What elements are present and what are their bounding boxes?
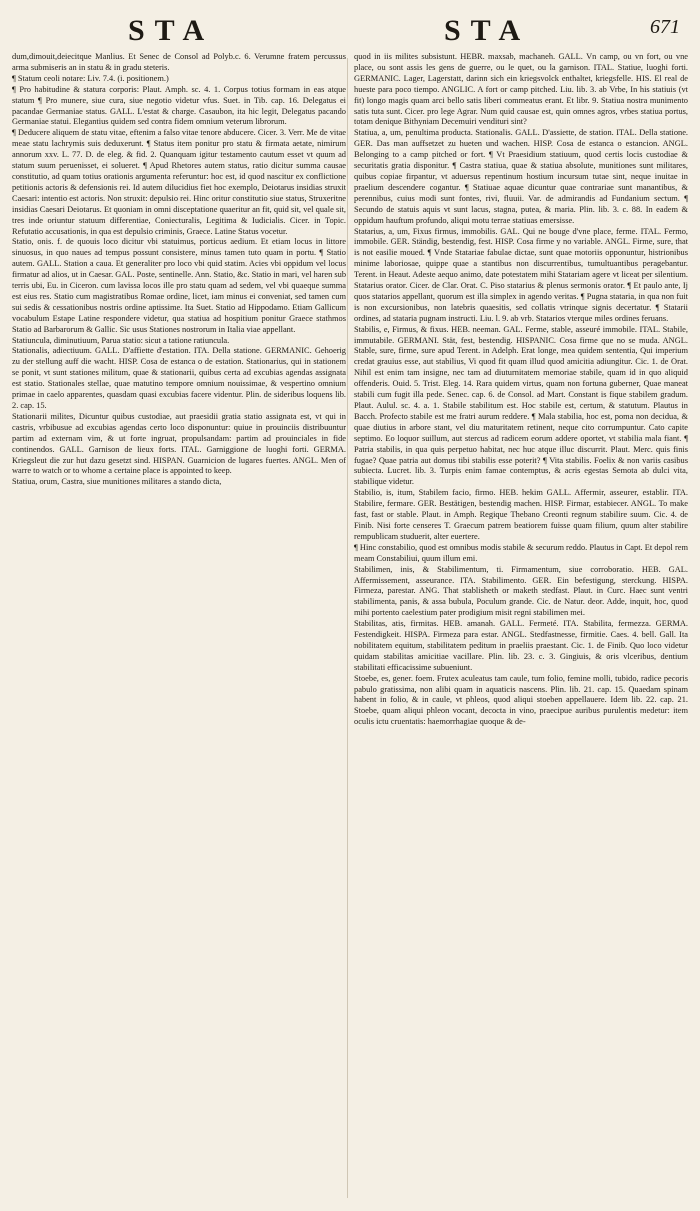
right-column — [354, 52, 688, 728]
entry-paragraph: quod in iis milites subsistunt. HEBR. maxsab, machaneh. GALL. Vn camp, ou vn fort, ou vne place, ou sont assis les gens de guerre, ou le quet, ou la garnison. ITAL. Statiue, luoghi forti. GERMANIC. Lager, Lagerstatt, darinn sich ein kriegsvolck enthaltet, kriegsfelle. HIS. El real de hueste para poco tiempo. ANGLIC. A fort or camp pitched. Liu. lib. 3. ab Vrbe, In his statiuis (vt fit) longo magis quam arci bello satis liberi commeatus erant. Et libr. 9. Statiua nostra munimento satis tuta sunt. Cicer. pro lege Agrar. Num quid causae est, quin omnes agros, vrbes statiua portus, totam denique Bithyniam Decemuiri vendituri sint? — [354, 52, 688, 127]
left-running-head: STA — [128, 14, 215, 47]
right-running-head: STA — [444, 14, 531, 47]
entry-paragraph: Stabilitas, atis, firmitas. HEB. amanah. GALL. Fermeté. ITA. Stabilita, fermezza. GERMA. Festendigkeit. HISPA. Firmeza para estar. ANGL. Stedfastnesse, firmitie. Caes. 4. bell. Gall. Ita nobilitatem equitum, stabilitatem peditum in praeliis praestant. Cic. 1. de Finib. Quo loco videtur quidam stabilitas amicitiae vacillare. Plin. lib. 23. c. 3. Gingiuis, & oris vlceribus, dentium stabilitati efficacissime subueniunt. — [354, 619, 688, 672]
entry-paragraph: Stationarii milites, Dicuntur quibus custodiae, aut praesidii gratia statio assignata est, vt qui in castris, vrbibusue ad excubias agendas certo loco disponuntur: quiue in prouinciis distribuuntur partim ad externam vim, & ut forte ingruat, propulsandam: partim ad prouinciales in fide continendos. GALL. Garnison de lieux forts. ITAL. Garniggione de luoghi forti. GERMA. Kriegsleut die zur hut dazu gesetzt sind. HISPAN. Guarnicion de lugares fuertes. ANGL. Men of warre to watch or to whome a certaine place is appointed to keep. — [12, 411, 346, 476]
entry-paragraph: Statiua, a, um, penultima producta. Stationalis. GALL. D'assiette, de station. ITAL. Della statione. GER. Das man auffsetzet zu hueten und wachen. HISP. Cosa de estanca o estancion. ANGL. Belonging to a camp pitched or fort. ¶ Vt Praesidium statiuum, quod certis locis custodiae & securitatis gratia disponitur. ¶ Castra statiua, quae & statiua absolute, munitiones sunt militares, quibus copiae firpantur, vt aduersus repentinum hostium incursum tutae sint, neque inuitae in praelium descendere cogantur. ¶ Statiuae aquae dicuntur quae contrariae sunt manantibus, & perennibus, cuius modi sunt fontes, rivi, fluuii. Var. de admirandis ad Fundanium sectum. ¶ Secundo de statuis aquis vt sunt lacus, stagna, putea, & maria. Plin. lib. 3. c. 88. In eadem & oppidum hauftum profundo, aliqui motu terrae statiuas emersisse. — [354, 128, 688, 225]
entry-paragraph: ¶ Hinc constabilio, quod est omnibus modis stabile & securum reddo. Plautus in Capt. Et depol rem meam Constabiliui, quum illum emi. — [354, 542, 688, 563]
entry-paragraph: Stoebe, es, gener. foem. Frutex aculeatus tam caule, tum folio, femine molli, tubido, radice pecoris pabulo gratissima, non alibi quam in aquaticis nascens. Plin. lib. 21. cap. 15. Quaedam spinam habent in folio, & in caule, vt phleos, quod aliqui stoeben appellauere. Idem lib. 22. cap. 21. Stoebe, quam aliqui phleon vocant, decocta in vino, praecipue auribus purulentis medetur: item oculis ictu cruentatis: haemorrhagiae quoque & de- — [354, 673, 688, 727]
entry-paragraph: ¶ Statum ceoli notare: Liv. 7.4. (i. positionem.) — [12, 73, 169, 83]
entry-paragraph: ¶ Pro habitudine & statura corporis: Plaut. Amph. sc. 4. 1. Corpus totius formam in eas atque statum ¶ Pro munere, siue cura, siue negotio videtur vfus. Suet. in Tib. cap. 16. Delegatus ei pacandae Germaniae status. GALL. L'estat & charge. Casaubon, ita hic legit, Delegatus pacando Germaniae statui. Elegantius quidem sed contra fidem omnium veterum librorum. — [12, 84, 346, 127]
entry-paragraph: Statiua, orum, Castra, siue munitiones militares a stando dicta, — [12, 477, 222, 487]
entry-paragraph: ¶ Deducere aliquem de statu vitae, eftenim a falso vitae tenore abducere. Cicer. 3. Verr. Me de vitae meae statu lachrymis suis deduxerunt. ¶ Status item ponitur pro statu & firmata aetate, nimirum annorum xxv. L. 77. D. de eleg. & fid. 2. Quanquam igitur testamento cautum esset vt quum ad statum suum peruenisset, ei solueret. ¶ Apud Rhetores autem status, ratio dicitur summa causae constitutio, ad quam totius orationis argumenta referuntur: hoc est, id quod nascitur ex conflictione petitionis actoris & defensionis rei. Id autem dilucidius fiet hoc exemplo, Deiotarus insidias struxit Caesari: intentio est actoris. Non struxit: depulsio rei. Hinc oritur constitutio siue status, Struxeritne insidias Caesari Deiotarus. Et quoniam in omni disceptatione quaeritur an fit, quid sit, vel quale sit, tres inde oriuntur statuum differentiae, Coniecturalis, Legitima & Iudicialis. Cicer. in Topic. Refutatio accusationis, in qua est depulsio criminis, Graece. Latine Status vocetur. — [12, 128, 346, 236]
entry-paragraph: Statio, onis. f. de quouis loco dicitur vbi statuimus, porticus aedium. Et etiam locus in littore sinuosus, in quo naues ad tempus possunt consistere, minus tamen tuto quam in portu. ¶ Statio autem. GALL. Station a caua. Et generaliter pro loco vbi quid statim. Acies vbi oppidum vel locus firmatur ad alios, ut in Caesar. GAL. Poste, sentinelle. Ann. Statio, &c. Statio in mari, vel haren sub terris ubi, Eu. in Ciceron. cum lavissa locos ille pro statu quam ad sedem, vel vbi quaeque summa est eius res. Statio cum magistratibus Romae ordine, licet, iam minus ei conveniat, sed tamen cum sui sedis & cessationibus nostris ordine aptissime. Ita Suet. Statio ad Hippodamo. Etiam Gallicum vocabulum Estape Latine respondere videtur, qua statiua ad hospitium ponitur Graece stathmos Statio ad Barbarorum & Gallic. Sic usus Stationes nostrorum in Italia viae appellant. — [12, 237, 347, 334]
entry-paragraph: dum,dimouit,deiecitque Manlius. Et Senec de Consol ad Polyb.c. 6. Verumne fratem percussus arma submiseris an in statu & in gradu steteris. — [12, 52, 346, 72]
page-number: 671 — [650, 16, 680, 38]
column-divider — [347, 58, 348, 1198]
page-header — [0, 6, 700, 54]
entry-paragraph: Stabilis, e, Firmus, & fixus. HEB. neeman. GAL. Ferme, stable, asseuré immobile. ITAL. Stabile, immutabile. GERMANI. Stät, fest, bestendig. HISPANIC. Cosa firme que no se muda. ANGL. Stable, sure, firme, sure apud Terent. in Adelph. Erat longe, mea quidem sententia, Qui imperium credat grauius esse, aut stabilius, Vi quod fit quam illud quod amicitia adiungitur. Cic. 1. de Orat. Nihil est enim tam insigne, nec tam ad diuturnitatem memoriae stabile, quam id in quo aliquid offenderis. Ouid. 5. Trist. Eleg. 14. Rara quidem virtus, quam non fortuna guberner, Quae maneat stabili cum fugit illa pede. Senec. cap. 6. de Consol. ad Mart. Constant is fique stabilem gradum. Plaut. Aulul. sc. 4. a. 1. Stabile stabilitum est. Hoc stabile est, certum, & statutum. Plautus in Bacch. Profecto stabile est me fratri aurum reddere. ¶ Mala stabilia, hoc est, poma non decidua, & quae diutius in arbore stant, vel diu maturitatem retinent, neque cito corrumpuntur. Cato capite septimo. Eo loquor suillum, aut stercus ad radicem eorum addere oportet, vt stabilia mala fiant. ¶ Patria stabilis, in qua quis perpetuo habitat, nec huc atque illuc discurrit. Plaut. Merc. quis finis fugae? Quae patria aut domus tibi stabilis esse poterit? ¶ Vita stabilis. Foelix & non variis casibus subiecta. Lucret. lib. 3. Turpis enim famae contemptus, & acris egestas Semota ab dulci vita, stabilique videtur. — [354, 324, 688, 487]
entry-paragraph: Stabilio, is, itum, Stabilem facio, firmo. HEB. hekim GALL. Affermir, asseurer, establir. ITA. Stabilire, fermare. GER. Bestätigen, bestendig machen. HISP. Firmar, estabiecer. ANGL. To make fast, fast or stable. Plaut. in Amph. Regique Thebano Creonti regnum stabilire suum. Cic. 4. de Finib. Nisi forte censeres T. Graecum patrem beatiorem fuisse quam filium, quum alter stabilire rempublicam studuerit, alter euertere. — [354, 488, 688, 541]
entry-paragraph: Stabilimen, inis, & Stabilimentum, ti. Firmamentum, siue corroboratio. HEB. GAL. Affermissement, asseurance. ITA. Stabilimento. GER. Ein befestigung, sterckung. HISPA. Firmeza, parestar. ANG. That stablisheth or maketh stedfast. Plaut. in Curc. Haec sunt ventri stabilimenta, panis, & assa bubula, Poculum grande. Cic. de Natur. deor. Adde, inquit, hoc, quod mihi portento caelestium pater prodigium misit regni stabilimen mei. — [354, 564, 688, 618]
left-column — [12, 52, 346, 488]
entry-paragraph: Statarius, a, um, Fixus firmus, immobilis. GAL. Qui ne bouge d'vne place, ferme. ITAL. Fermo, immobile. GER. Ständig, bestendig, fest. HISP. Cosa firme y no variable. ANGL. Firme, sure, that is not easilie moued. ¶ Vnde Statariae fabulae dictae, sunt quae motoriis opponuntur, histrionibus minime laboriosae, quippe quae a stantibus non discurrentibus, tumultuantibus peragebantur. Terent. in Heaut. Adeste aequo animo, date potestatem mihi Statariam agere vt liceat per silentium. Statarius orator. Cicer. de Clar. Orat. C. Piso statarius & plenus sermonis orator. ¶ Et paulo ante, Ij quos statarios appellant, quorum est illa simplex in agendo veritas. ¶ Pugna stataria, in qua non fuit is non excursionibus, non latebris quaesitis, sed collatis vtrinque signis decertatur. ¶ Statarii ordines, ad stataria pugnam instructi. Liu. l. 9. ab vrb. Statarios vterque miles ordines feruans. — [354, 226, 688, 323]
entry-paragraph: Statiuncula, diminutiuum, Parua statio: sicut a tatione ratiuncula. — [12, 335, 230, 345]
entry-paragraph: Stationalis, adiectiuum. GALL. D'affiette d'estation. ITA. Della statione. GERMANIC. Gehoerig zu der stellung auff die wacht. HISP. Cosa de estanca o de estation. Stationarius, qui in stationem se ponit, vt sunt stationes militum, quae & stationarii, quibus certa ad excubias agendas assignata est statio. Stationales stellae, quae matutino tempore omnium nouissimae, & vespertino omnium primae in caelo apparentes, quasdam quasi excubias facere videntur. Plin. de sideribus loquens lib. 2. cap. 15. — [12, 346, 346, 410]
